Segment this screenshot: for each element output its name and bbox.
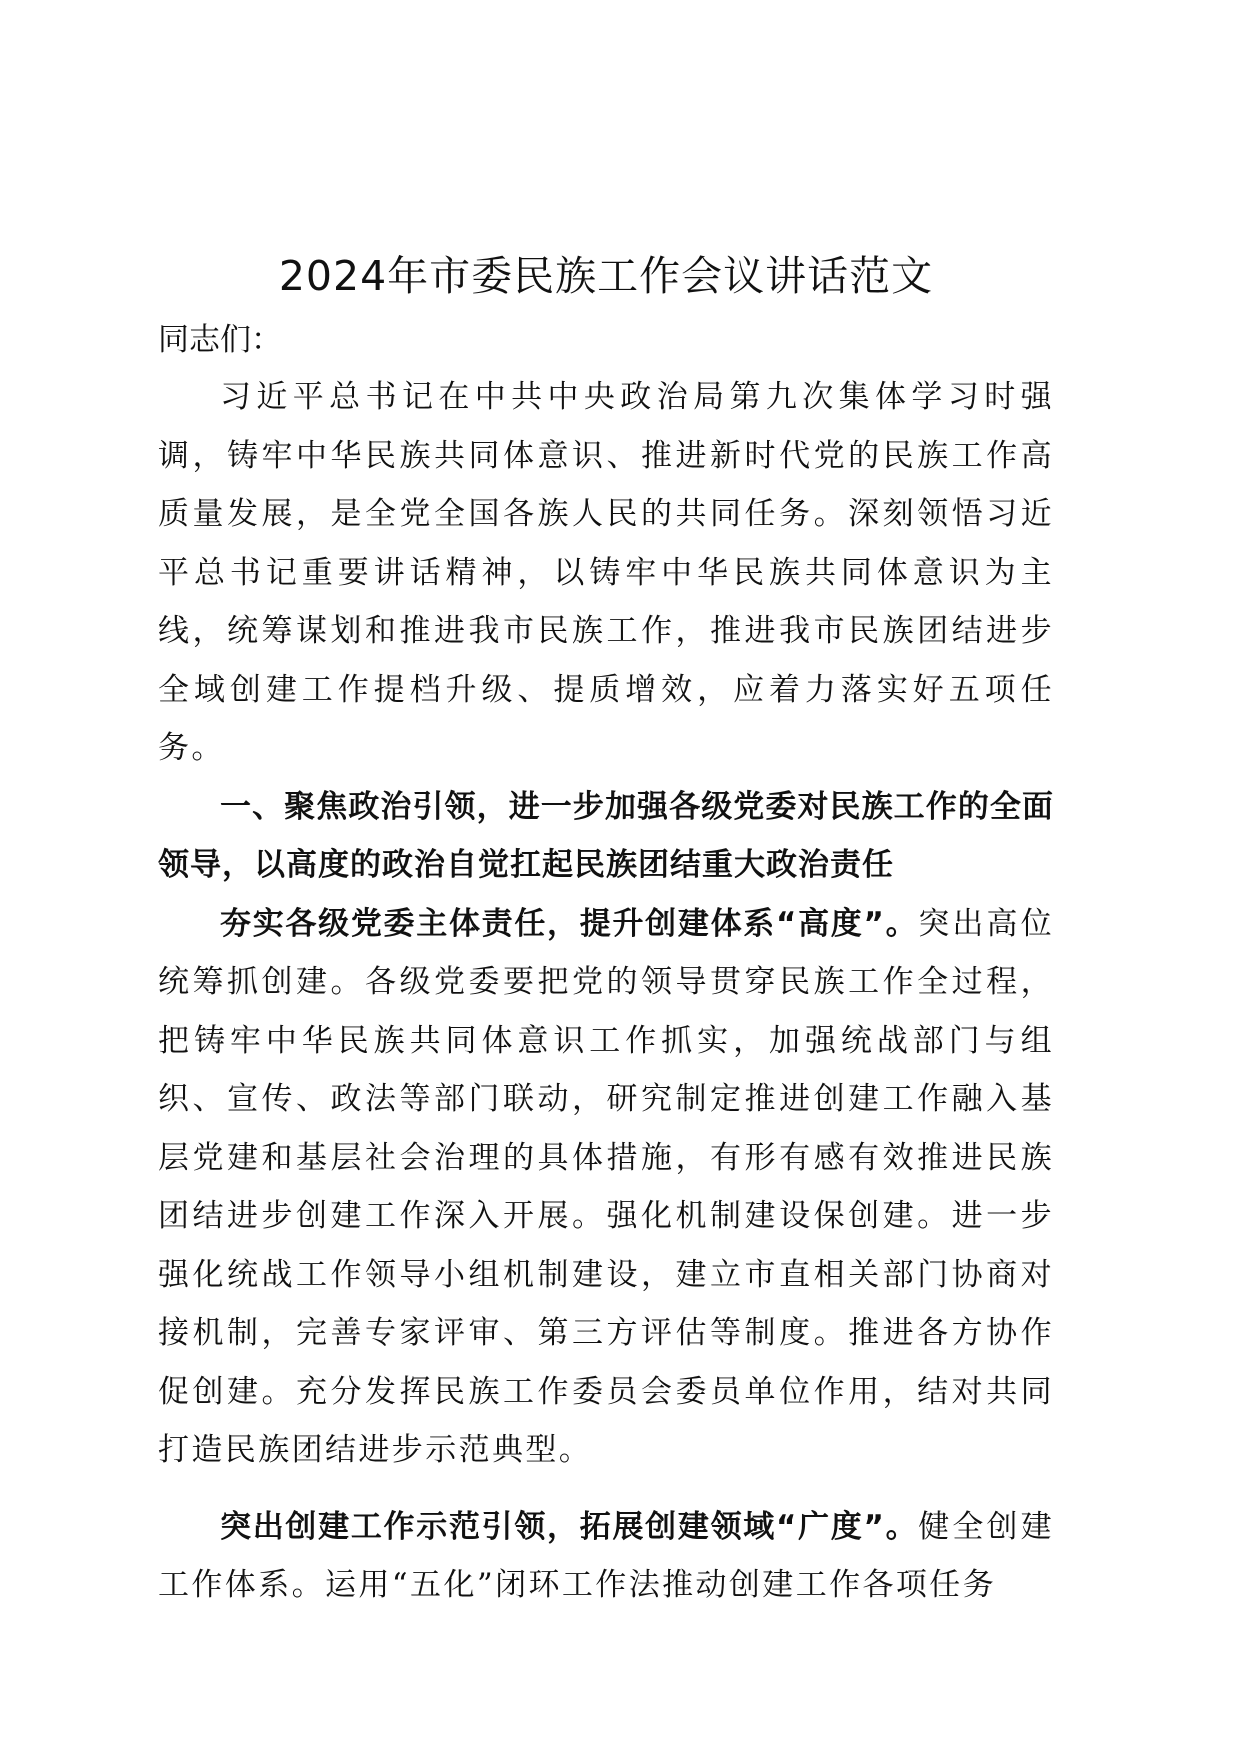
paragraph-1-lead: 夯实各级党委主体责任，提升创建体系“高度”。 bbox=[220, 905, 919, 942]
document-title: 2024年市委民族工作会议讲话范文 bbox=[278, 252, 934, 300]
paragraph-1 bbox=[158, 895, 1054, 1480]
section-heading-1: 一、聚焦政治引领，进一步加强各级党委对民族工作的全面领导，以高度的政治自觉扛起民族团结重大政治责任 bbox=[158, 788, 1054, 883]
salutation: 同志们： bbox=[158, 322, 282, 358]
paragraph-2-body: 健全创建工作体系。运用“五化”闭环工作法推动创建工作各项任务 bbox=[158, 1508, 1054, 1603]
paragraph-2-lead: 突出创建工作示范引领，拓展创建领域“广度”。 bbox=[220, 1508, 919, 1545]
paragraph-1-body: 突出高位统筹抓创建。各级党委要把党的领导贯穿民族工作全过程，把铸牢中华民族共同体意识工作抓实，加强统战部门与组织、宣传、政法等部门联动，研究制定推进创建工作融入基层党建和基层社会治理的具体措施，有形有感有效推进民族团结进步创建工作深入开展。强化机制建设保创建。进一步强化统战工作领导小组机制建设，建立市直相关部门协商对接机制，完善专家评审、第三方评估等制度。推进各方协作促创建。充分发挥民族工作委员会委员单位作用，结对共同打造民族团结进步示范典型。 bbox=[158, 905, 1054, 1468]
paragraph-2 bbox=[158, 1498, 1054, 1615]
document-page bbox=[158, 246, 1054, 1615]
intro-paragraph: 习近平总书记在中共中央政治局第九次集体学习时强调，铸牢中华民族共同体意识、推进新时代党的民族工作高质量发展，是全党全国各族人民的共同任务。深刻领悟习近平总书记重要讲话精神，以铸牢中华民族共同体意识为主线，统筹谋划和推进我市民族工作，推进我市民族团结进步全域创建工作提档升级、提质增效，应着力落实好五项任务。 bbox=[158, 379, 1054, 766]
